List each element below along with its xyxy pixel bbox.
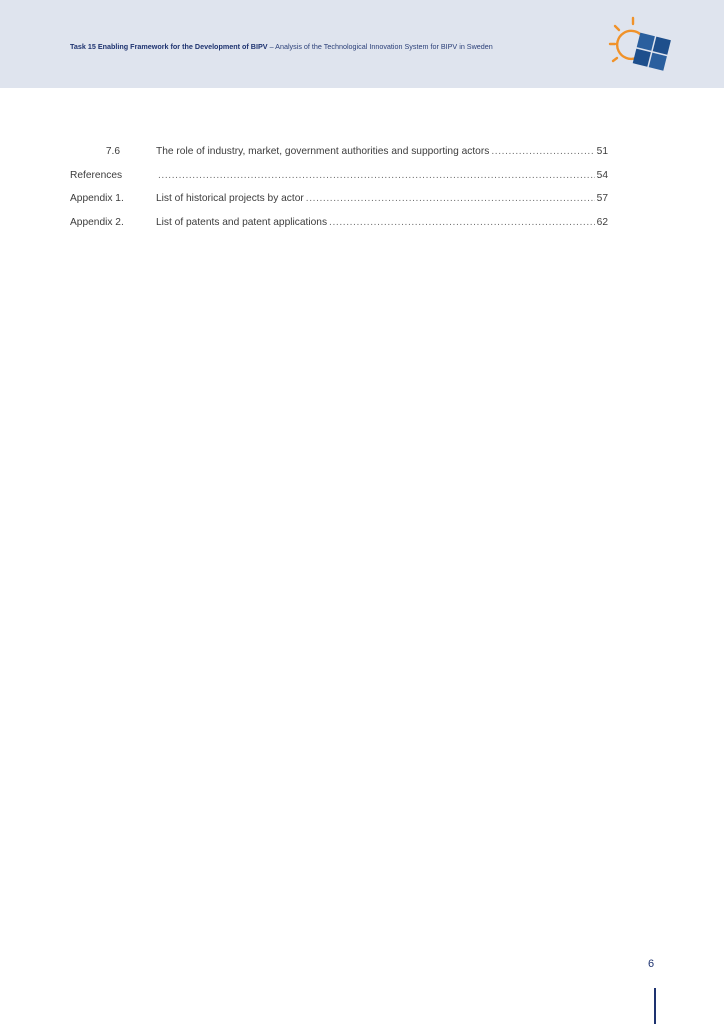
- toc-entry-page: 54: [596, 169, 608, 181]
- toc-entry-page: 62: [596, 216, 608, 228]
- toc-entry[interactable]: [70, 193, 608, 217]
- toc-leader-dots: [158, 170, 595, 181]
- header-title-bold: Task 15 Enabling Framework for the Development of BIPV: [70, 42, 268, 51]
- toc-entry-page: 51: [596, 146, 608, 157]
- toc-leader-dots: [491, 146, 594, 157]
- toc-entry[interactable]: [70, 146, 608, 170]
- toc-entry-title: List of patents and patent applications: [156, 216, 328, 228]
- page-header: [0, 0, 724, 88]
- page-number: 6: [648, 958, 655, 970]
- toc-entry-number: Appendix 1.: [70, 193, 124, 204]
- sun-solar-panel-icon: [606, 14, 672, 76]
- toc-entry-number: Appendix 2.: [70, 216, 124, 228]
- toc-entry-number: References: [70, 169, 123, 181]
- toc-entry[interactable]: [70, 170, 608, 194]
- toc-entry[interactable]: [70, 217, 608, 241]
- header-title-rest: – Analysis of the Technological Innovation System for BIPV in Sweden: [267, 42, 493, 51]
- page-number-rule: [654, 988, 656, 1024]
- toc-entry-title: List of historical projects by actor: [156, 193, 304, 204]
- header-title: [70, 42, 493, 51]
- toc-leader-dots: [306, 193, 595, 204]
- toc-leader-dots: [329, 217, 595, 228]
- toc-entry-title: The role of industry, market, government authorities and supporting actors: [156, 146, 490, 157]
- table-of-contents: [70, 146, 608, 240]
- toc-entry-page: 57: [596, 193, 608, 204]
- toc-entry-number: 7.6: [105, 146, 120, 157]
